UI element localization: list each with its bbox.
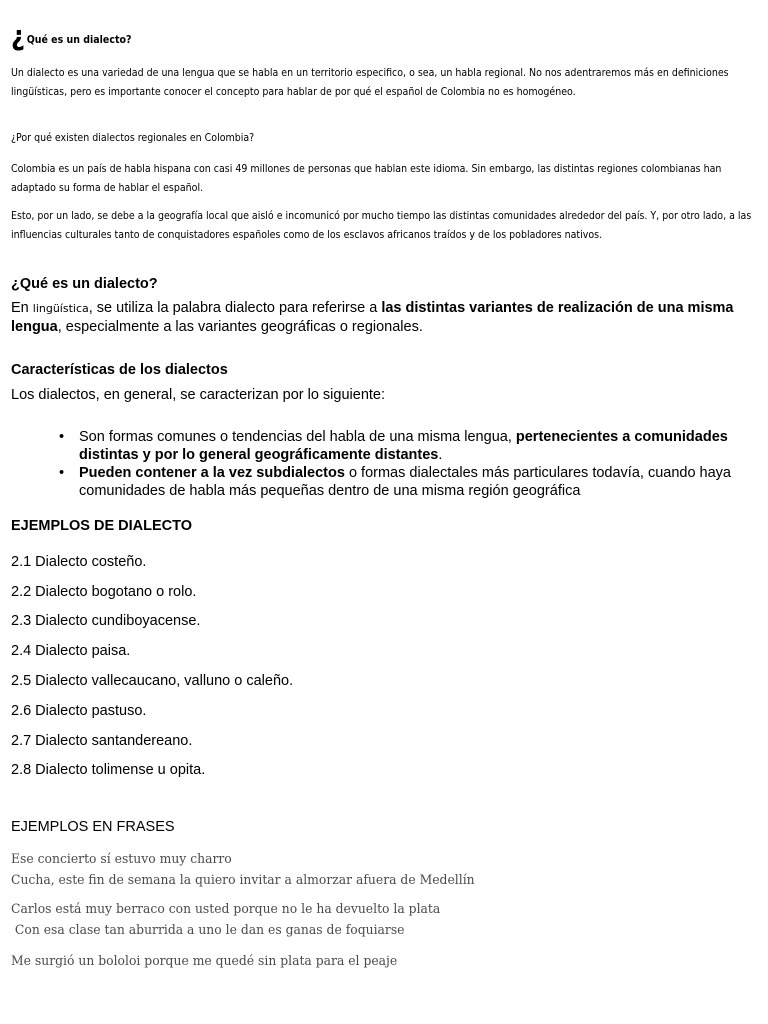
example-item: 2.7 Dialecto santandereano. [11, 733, 193, 749]
phrases-heading: EJEMPLOS EN FRASES [11, 819, 175, 835]
phrase-group-3 [11, 951, 758, 972]
linguistica-link-text: lingüística [32, 302, 89, 315]
intro-title [11, 19, 758, 52]
definition-heading: ¿Qué es un dialecto? [11, 276, 158, 292]
intro-paragraph-3: Esto, por un lado, se debe a la geografía local que aisló e incomunicó por mucho tiempo las distintas comunidades alrededor del país. Y, por otro lado, a las influencias culturales tanto de conquistadores españoles como de los esclavos africanos traídos y de los pobladores nativos. [11, 209, 752, 241]
list-item: • Pueden contener a la vez subdialectos o formas dialectales más particulares todavía, cuando haya comunidades de habla más pequeñas dentro de una misma región geográfica [79, 464, 758, 500]
phrase-group-1 [11, 849, 758, 891]
phrase-line: Cucha, este fin de semana la quiero invitar a almorzar afuera de Medellín [11, 873, 475, 888]
intro-subheading: ¿Por qué existen dialectos regionales en Colombia? [11, 131, 255, 144]
definition-paragraph: En lingüística, se utiliza la palabra dialecto para referirse a las distintas variantes de realización de una misma lengua, especialmente a las variantes geográficas o regionales. [11, 300, 734, 335]
phrase-line: Ese concierto sí estuvo muy charro [11, 852, 232, 867]
intro-title-text: Qué es un dialecto? [26, 33, 132, 46]
example-item: 2.5 Dialecto vallecaucano, valluno o caleño. [11, 673, 294, 689]
phrase-line: Con esa clase tan aburrida a uno le dan es ganas de foquiarse [11, 923, 405, 938]
characteristics-heading: Características de los dialectos [11, 362, 228, 378]
phrase-line: Me surgió un bololoi porque me quedé sin plata para el peaje [11, 954, 398, 969]
example-item: 2.2 Dialecto bogotano o rolo. [11, 584, 197, 600]
intro-paragraph-1: Un dialecto es una variedad de una lengua que se habla en un territorio especifico, o sea, un habla regional. No nos adentraremos más en definiciones lingüísticas, pero es importante conocer el concepto para hablar de por qué el español de Colombia no es homogéneo. [11, 66, 729, 98]
example-item: 2.8 Dialecto tolimense u opita. [11, 762, 206, 778]
list-item: • Son formas comunes o tendencias del habla de una misma lengua, pertenecientes a comunidades distintas y por lo general geográficamente distantes. [79, 428, 758, 464]
phrase-group-2 [11, 899, 758, 941]
examples-heading: EJEMPLOS DE DIALECTO [11, 518, 193, 534]
example-item: 2.4 Dialecto paisa. [11, 643, 131, 659]
intro-paragraph-2: Colombia es un país de habla hispana con casi 49 millones de personas que hablan este idioma. Sin embargo, las distintas regiones colombianas han adaptado su forma de hablar el español. [11, 162, 722, 194]
example-item: 2.6 Dialecto pastuso. [11, 703, 147, 719]
example-item: 2.3 Dialecto cundiboyacense. [11, 613, 201, 629]
characteristics-intro: Los dialectos, en general, se caracterizan por lo siguiente: [11, 387, 385, 403]
example-item: 2.1 Dialecto costeño. [11, 554, 147, 570]
characteristics-list [11, 428, 758, 500]
phrase-line: Carlos está muy berraco con usted porque no le ha devuelto la plata [11, 902, 441, 917]
inverted-question-mark: ¿ [11, 19, 25, 52]
definition-bold: las distintas variantes de realización de una misma lengua [11, 300, 734, 335]
